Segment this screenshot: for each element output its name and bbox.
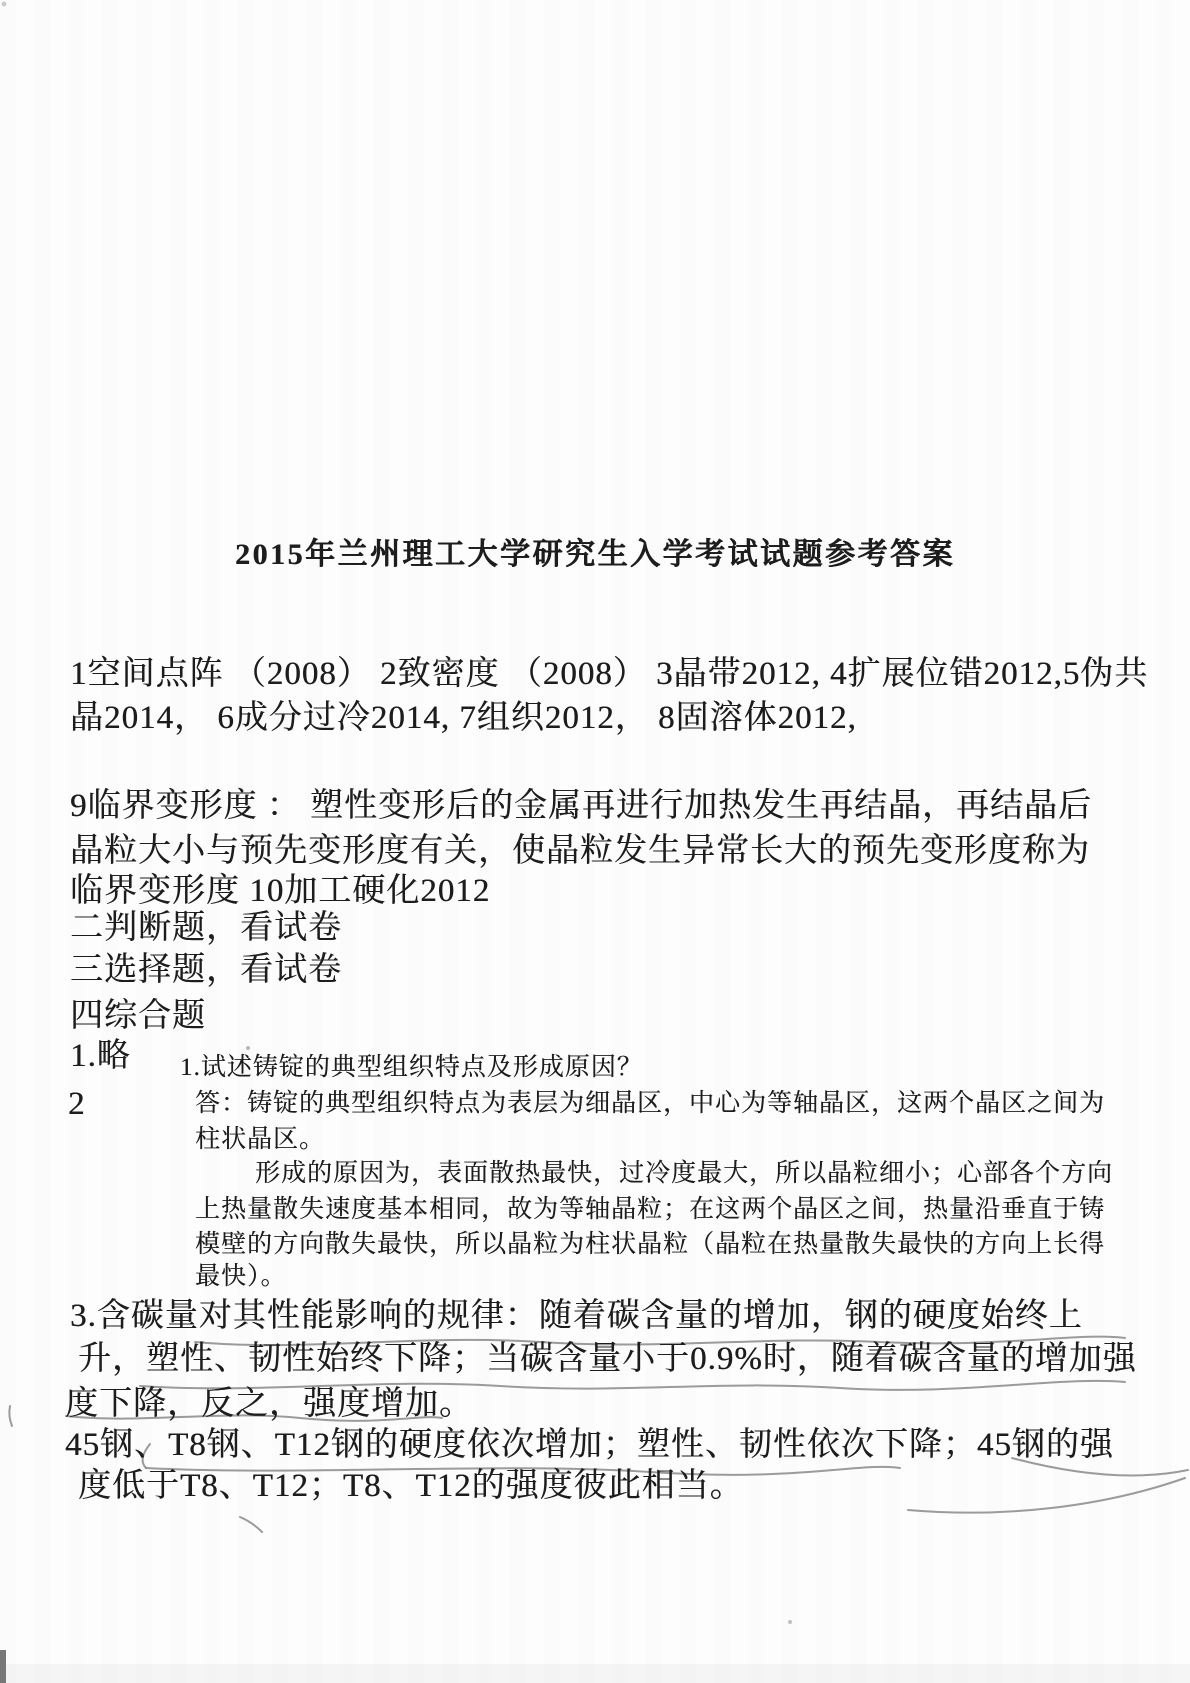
- q1-question: 1.试述铸锭的典型组织特点及形成原因？: [180, 1054, 643, 1081]
- section-choice: 三选择题，看试卷: [70, 952, 342, 988]
- tick-mark: [240, 1517, 262, 1532]
- q3-line: 度下降，反之，强度增加。: [65, 1386, 473, 1422]
- section-judgement: 二判断题，看试卷: [70, 910, 342, 946]
- q2-answer-line: 柱状晶区。: [195, 1126, 326, 1153]
- page-title: 2015年兰州理工大学研究生入学考试试题参考答案: [235, 538, 955, 571]
- scan-speck: [246, 1046, 250, 1050]
- q1-label: 1.略: [70, 1038, 131, 1074]
- term9-line-2: 晶粒大小与预先变形度有关，使晶粒发生异常长大的预先变形度称为: [70, 833, 1090, 869]
- scan-speck: [788, 1620, 792, 1624]
- q2-answer-line: 形成的原因为，表面散热最快，过冷度最大，所以晶粒细小；心部各个方向: [255, 1160, 1114, 1187]
- q3-line: 升，塑性、韧性始终下降；当碳含量小于0.9%时，随着碳含量的增加强: [78, 1341, 1137, 1377]
- q2-answer-line: 上热量散失速度基本相同，故为等轴晶粒；在这两个晶区之间，热量沿垂直于铸: [195, 1196, 1106, 1223]
- definitions-line-1: 1空间点阵 （2008） 2致密度 （2008） 3晶带2012, 4扩展位错2012,5伪共: [70, 656, 1149, 692]
- q2-answer-line: 模壁的方向散失最快，所以晶粒为柱状晶粒（晶粒在热量散失最快的方向上长得: [195, 1231, 1106, 1258]
- left-margin-stroke: [9, 1406, 12, 1426]
- q2-answer-line: 答：铸锭的典型组织特点为表层为细晶区，中心为等轴晶区，这两个晶区之间为: [195, 1090, 1106, 1117]
- scan-speck: [2, 2, 7, 7]
- term9-line-3: 临界变形度 10加工硬化2012: [70, 873, 491, 909]
- swoosh-right-lower: [908, 1478, 1185, 1513]
- q2-answer-line: 最快）。: [195, 1263, 287, 1290]
- term9-line-1: 9临界变形度 ： 塑性变形后的金属再进行加热发生再结晶，再结晶后: [70, 788, 1092, 824]
- q2-label: 2: [68, 1086, 86, 1122]
- scan-edge-artifact: [0, 1650, 6, 1683]
- q3-line: 45钢、T8钢、T12钢的硬度依次增加；塑性、韧性依次下降；45钢的强: [65, 1427, 1114, 1463]
- definitions-line-2: 晶2014， 6成分过冷2014, 7组织2012， 8固溶体2012,: [70, 700, 857, 736]
- section-comprehensive: 四综合题: [70, 998, 206, 1034]
- scan-bottom-band: [0, 1664, 1190, 1683]
- q3-line: 度低于T8、T12；T8、T12的强度彼此相当。: [78, 1468, 744, 1504]
- q3-line: 3.含碳量对其性能影响的规律：随着碳含量的增加，钢的硬度始终上: [70, 1298, 1083, 1334]
